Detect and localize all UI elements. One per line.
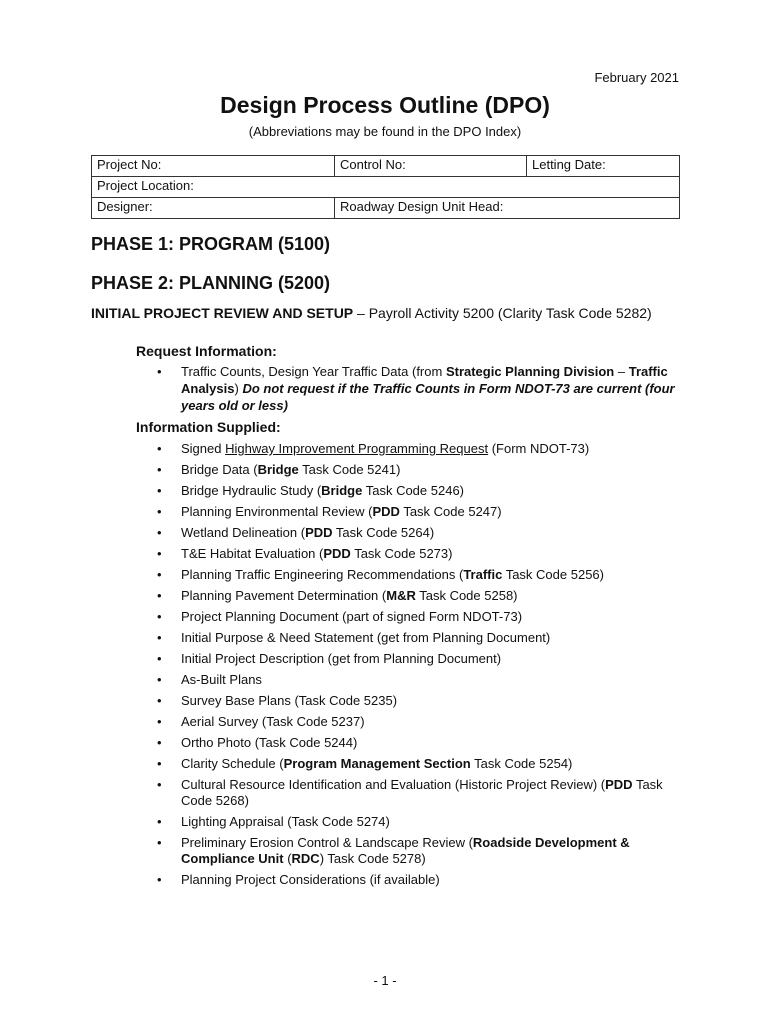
- list-item: • Planning Environmental Review (PDD Task Code 5247): [157, 504, 502, 519]
- request-info-list: [155, 363, 675, 414]
- list-item: • Traffic Counts, Design Year Traffic Data (from Strategic Planning Division – Traffic Analysis) Do not request if the Traffic Counts in Form NDOT-73 are current (four years old or less): [157, 364, 675, 413]
- document-date: February 2021: [594, 70, 679, 85]
- initial-review-section: [91, 304, 681, 322]
- bullet-icon: •: [157, 525, 162, 540]
- bullet-icon: •: [157, 714, 162, 729]
- page-number: - 1 -: [373, 973, 397, 988]
- bullet-icon: •: [157, 567, 162, 582]
- page-title: Design Process Outline (DPO): [220, 92, 550, 118]
- letting-date-cell: Letting Date:: [527, 156, 680, 177]
- bullet-icon: •: [157, 835, 162, 850]
- list-item: • Signed Highway Improvement Programming Request (Form NDOT-73): [157, 441, 590, 456]
- phase-2-heading: PHASE 2: PLANNING (5200): [91, 273, 331, 293]
- bullet-icon: •: [157, 777, 162, 792]
- list-item: • Ortho Photo (Task Code 5244): [157, 735, 358, 750]
- bullet-icon: •: [157, 756, 162, 771]
- list-item: • Planning Pavement Determination (M&R Task Code 5258): [157, 588, 518, 603]
- list-item: • Cultural Resource Identification and Evaluation (Historic Project Review) (PDD Task Code 5268): [157, 777, 663, 808]
- project-info-table: [91, 155, 680, 219]
- list-item: • Wetland Delineation (PDD Task Code 5264): [157, 525, 435, 540]
- list-item: • Bridge Data (Bridge Task Code 5241): [157, 462, 401, 477]
- bullet-icon: •: [157, 693, 162, 708]
- page-subtitle: (Abbreviations may be found in the DPO Index): [248, 124, 522, 139]
- list-item: • Planning Project Considerations (if available): [157, 872, 440, 887]
- bullet-icon: •: [157, 630, 162, 645]
- list-item: • Planning Traffic Engineering Recommendations (Traffic Task Code 5256): [157, 567, 604, 582]
- list-item: • Lighting Appraisal (Task Code 5274): [157, 814, 390, 829]
- programming-request-link: Highway Improvement Programming Request: [225, 441, 489, 456]
- bullet-icon: •: [157, 546, 162, 561]
- list-item: • T&E Habitat Evaluation (PDD Task Code 5273): [157, 546, 453, 561]
- bullet-icon: •: [157, 588, 162, 603]
- control-no-cell: Control No:: [335, 156, 527, 177]
- list-item: • Initial Purpose & Need Statement (get from Planning Document): [157, 630, 551, 645]
- bullet-icon: •: [157, 441, 162, 456]
- traffic-count-note: Do not request if the Traffic Counts in Form NDOT-73 are current (four years old or less): [181, 381, 675, 413]
- list-item: • Initial Project Description (get from Planning Document): [157, 651, 502, 666]
- request-info-heading: Request Information:: [136, 343, 277, 359]
- project-location-cell: Project Location:: [92, 177, 680, 198]
- bullet-icon: •: [157, 504, 162, 519]
- info-supplied-heading: Information Supplied:: [136, 419, 281, 435]
- phase-1-heading: PHASE 1: PROGRAM (5100): [91, 234, 331, 254]
- list-item: • Project Planning Document (part of signed Form NDOT-73): [157, 609, 523, 624]
- bullet-icon: •: [157, 651, 162, 666]
- list-item: • As-Built Plans: [157, 672, 262, 687]
- list-item: • Aerial Survey (Task Code 5237): [157, 714, 365, 729]
- bullet-icon: •: [157, 872, 162, 887]
- initial-review-heading: INITIAL PROJECT REVIEW AND SETUP: [91, 305, 354, 321]
- list-item: • Preliminary Erosion Control & Landscape Review (Roadside Development & Compliance Unit (RDC) Task Code 5278): [157, 835, 630, 866]
- bullet-icon: •: [157, 462, 162, 477]
- bullet-icon: •: [157, 483, 162, 498]
- bullet-icon: •: [157, 814, 162, 829]
- initial-review-text: – Payroll Activity 5200 (Clarity Task Code 5282): [353, 305, 652, 321]
- info-supplied-list: [155, 441, 675, 893]
- list-item: • Survey Base Plans (Task Code 5235): [157, 693, 398, 708]
- designer-cell: Designer:: [92, 198, 335, 219]
- bullet-icon: •: [157, 672, 162, 687]
- bullet-icon: •: [157, 735, 162, 750]
- list-item: • Bridge Hydraulic Study (Bridge Task Code 5246): [157, 483, 465, 498]
- list-item: • Clarity Schedule (Program Management Section Task Code 5254): [157, 756, 573, 771]
- bullet-icon: •: [157, 364, 162, 379]
- project-no-cell: Project No:: [92, 156, 335, 177]
- bullet-icon: •: [157, 609, 162, 624]
- roadway-head-cell: Roadway Design Unit Head:: [335, 198, 680, 219]
